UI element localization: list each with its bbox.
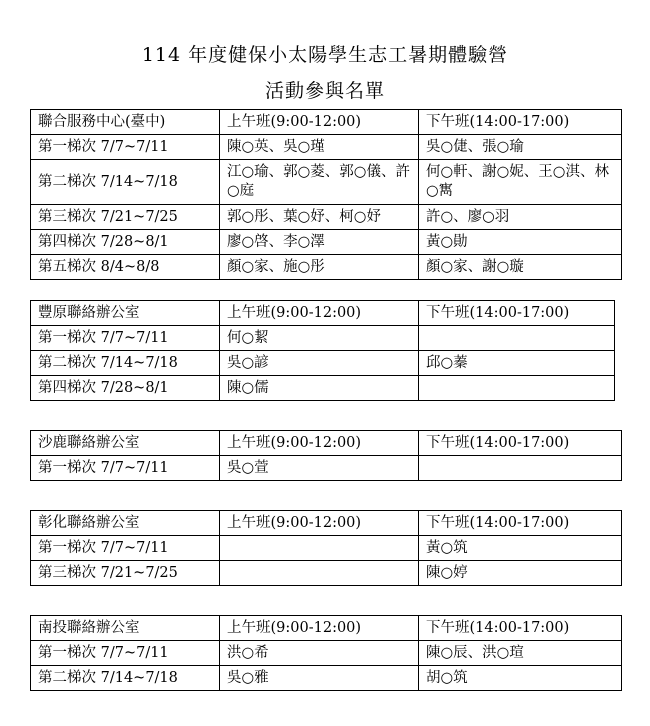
batch-cell: 第五梯次 8/4~8/8 — [31, 255, 220, 280]
am-names-cell: 廖○啓、李○澤 — [220, 230, 419, 255]
document-title: 114 年度健保小太陽學生志工暑期體驗營 — [141, 44, 509, 66]
table-header-row — [31, 110, 622, 135]
schedule-table-shalu — [30, 430, 622, 481]
schedule-table-changhua — [30, 510, 622, 586]
batch-cell: 第四梯次 7/28~8/1 — [31, 376, 220, 401]
batch-cell: 第一梯次 7/7~7/11 — [31, 536, 220, 561]
batch-cell: 第二梯次 7/14~7/18 — [31, 351, 220, 376]
am-session-header: 上午班(9:00-12:00) — [220, 110, 419, 135]
am-names-cell: 洪○希 — [220, 641, 419, 666]
table-row — [31, 376, 615, 401]
pm-names-cell: 陳○辰、洪○瑄 — [419, 641, 622, 666]
am-session-header: 上午班(9:00-12:00) — [220, 301, 419, 326]
office-name-cell: 豐原聯絡辦公室 — [31, 301, 220, 326]
table-row — [31, 666, 622, 691]
am-names-cell — [220, 536, 419, 561]
am-names-cell: 郭○彤、葉○妤、柯○妤 — [220, 205, 419, 230]
office-name-cell: 彰化聯絡辦公室 — [31, 511, 220, 536]
pm-names-cell: 吳○倢、張○瑜 — [419, 135, 622, 160]
table-row — [31, 230, 622, 255]
am-names-cell: 吳○諺 — [220, 351, 419, 376]
table-row — [31, 561, 622, 586]
office-name-cell: 南投聯絡辦公室 — [31, 616, 220, 641]
pm-session-header: 下午班(14:00-17:00) — [419, 511, 622, 536]
table-header-row — [31, 616, 622, 641]
table-row — [31, 326, 615, 351]
pm-names-cell: 黃○筑 — [419, 536, 622, 561]
pm-names-cell: 顏○家、謝○璇 — [419, 255, 622, 280]
table-header-row — [31, 431, 622, 456]
pm-session-header: 下午班(14:00-17:00) — [419, 431, 622, 456]
pm-names-cell: 何○軒、謝○妮、王○淇、林○寯 — [419, 160, 622, 205]
table-header-row — [31, 301, 615, 326]
table-row — [31, 351, 615, 376]
table-row — [31, 205, 622, 230]
pm-names-cell: 黃○勛 — [419, 230, 622, 255]
am-names-cell: 顏○家、施○彤 — [220, 255, 419, 280]
table-header-row — [31, 511, 622, 536]
am-session-header: 上午班(9:00-12:00) — [220, 511, 419, 536]
pm-session-header: 下午班(14:00-17:00) — [419, 110, 622, 135]
batch-cell: 第一梯次 7/7~7/11 — [31, 135, 220, 160]
table-row — [31, 641, 622, 666]
pm-names-cell: 許○、廖○羽 — [419, 205, 622, 230]
pm-names-cell: 邱○蓁 — [419, 351, 615, 376]
batch-cell: 第一梯次 7/7~7/11 — [31, 641, 220, 666]
batch-cell: 第三梯次 7/21~7/25 — [31, 561, 220, 586]
pm-names-cell: 胡○筑 — [419, 666, 622, 691]
batch-cell: 第一梯次 7/7~7/11 — [31, 456, 220, 481]
batch-cell: 第二梯次 7/14~7/18 — [31, 160, 220, 205]
am-session-header: 上午班(9:00-12:00) — [220, 431, 419, 456]
batch-cell: 第三梯次 7/21~7/25 — [31, 205, 220, 230]
am-names-cell: 陳○儒 — [220, 376, 419, 401]
batch-cell: 第一梯次 7/7~7/11 — [31, 326, 220, 351]
pm-names-cell — [419, 376, 615, 401]
batch-cell: 第二梯次 7/14~7/18 — [31, 666, 220, 691]
pm-session-header: 下午班(14:00-17:00) — [419, 616, 622, 641]
document-subtitle: 活動參與名單 — [264, 80, 385, 102]
office-name-cell: 沙鹿聯絡辦公室 — [31, 431, 220, 456]
am-names-cell — [220, 561, 419, 586]
pm-session-header: 下午班(14:00-17:00) — [419, 301, 615, 326]
table-row — [31, 536, 622, 561]
office-name-cell: 聯合服務中心(臺中) — [31, 110, 220, 135]
am-names-cell: 何○絜 — [220, 326, 419, 351]
pm-names-cell — [419, 326, 615, 351]
schedule-table-fengyuan — [30, 300, 615, 401]
table-row — [31, 255, 622, 280]
am-names-cell: 吳○雅 — [220, 666, 419, 691]
am-names-cell: 江○瑜、郭○菱、郭○儀、許○庭 — [220, 160, 419, 205]
schedule-table-nantou — [30, 615, 622, 691]
batch-cell: 第四梯次 7/28~8/1 — [31, 230, 220, 255]
table-row — [31, 456, 622, 481]
schedule-table-taichung — [30, 109, 622, 280]
am-session-header: 上午班(9:00-12:00) — [220, 616, 419, 641]
table-row — [31, 160, 622, 205]
am-names-cell: 吳○萱 — [220, 456, 419, 481]
pm-names-cell — [419, 456, 622, 481]
pm-names-cell: 陳○婷 — [419, 561, 622, 586]
am-names-cell: 陳○英、吳○瑾 — [220, 135, 419, 160]
table-row — [31, 135, 622, 160]
